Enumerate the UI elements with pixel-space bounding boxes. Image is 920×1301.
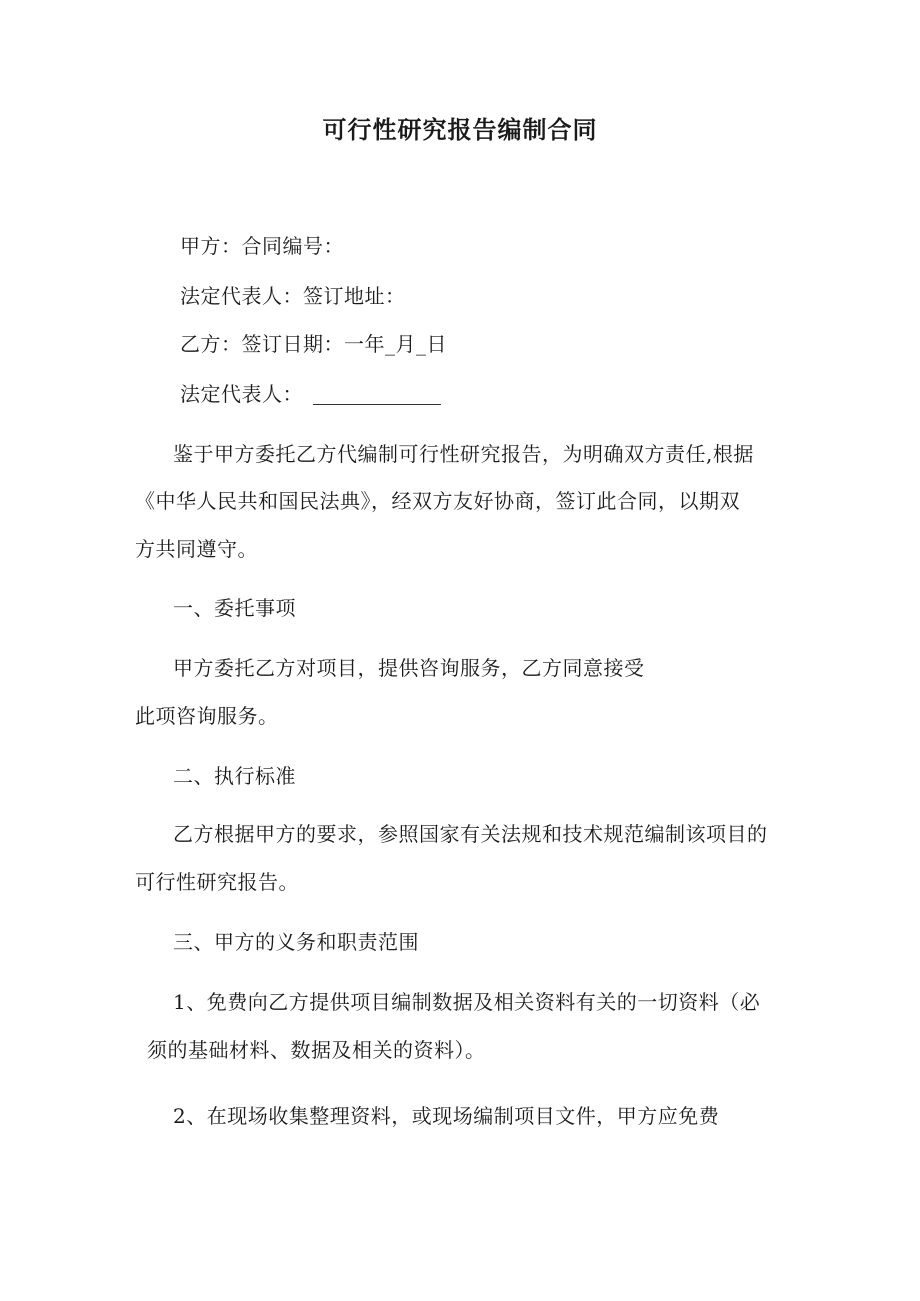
legal-rep-a-field: 法定代表人：签订地址： xyxy=(180,284,406,308)
signature-blank-line xyxy=(313,386,441,405)
section-3-heading: 三、甲方的义务和职责范围 xyxy=(173,930,419,954)
section-1-line-1: 甲方委托乙方对项目，提供咨询服务，乙方同意接受 xyxy=(173,656,645,680)
preamble-line-3: 方共同遵守。 xyxy=(135,537,258,561)
section-2-line-2: 可行性研究报告。 xyxy=(135,870,299,894)
section-1-heading: 一、委托事项 xyxy=(173,596,296,620)
document-title: 可行性研究报告编制合同 xyxy=(322,115,598,144)
party-a-field: 甲方：合同编号： xyxy=(180,234,344,258)
section-1-line-2: 此项咨询服务。 xyxy=(135,704,279,728)
section-2-line-1: 乙方根据甲方的要求，参照国家有关法规和技术规范编制该项目的 xyxy=(173,822,768,846)
preamble-line-2: 《中华人民共和国民法典》，经双方友好协商，签订此合同，以期双 xyxy=(135,489,740,513)
section-3-item-2-line-1: 2、在现场收集整理资料，或现场编制项目文件，甲方应免费 xyxy=(173,1104,720,1128)
party-b-field: 乙方：签订日期：一年_月_日 xyxy=(180,332,447,356)
legal-rep-b-row xyxy=(180,380,441,408)
section-3-item-1-line-2: 须的基础材料、数据及相关的资料）。 xyxy=(147,1038,486,1062)
section-3-item-1-line-1: 1、免费向乙方提供项目编制数据及相关资料有关的一切资料（必 xyxy=(173,990,761,1014)
legal-rep-b-label: 法定代表人： xyxy=(180,382,303,406)
preamble-line-1: 鉴于甲方委托乙方代编制可行性研究报告，为明确双方责任,根据 xyxy=(173,442,754,466)
section-2-heading: 二、执行标准 xyxy=(173,764,296,788)
